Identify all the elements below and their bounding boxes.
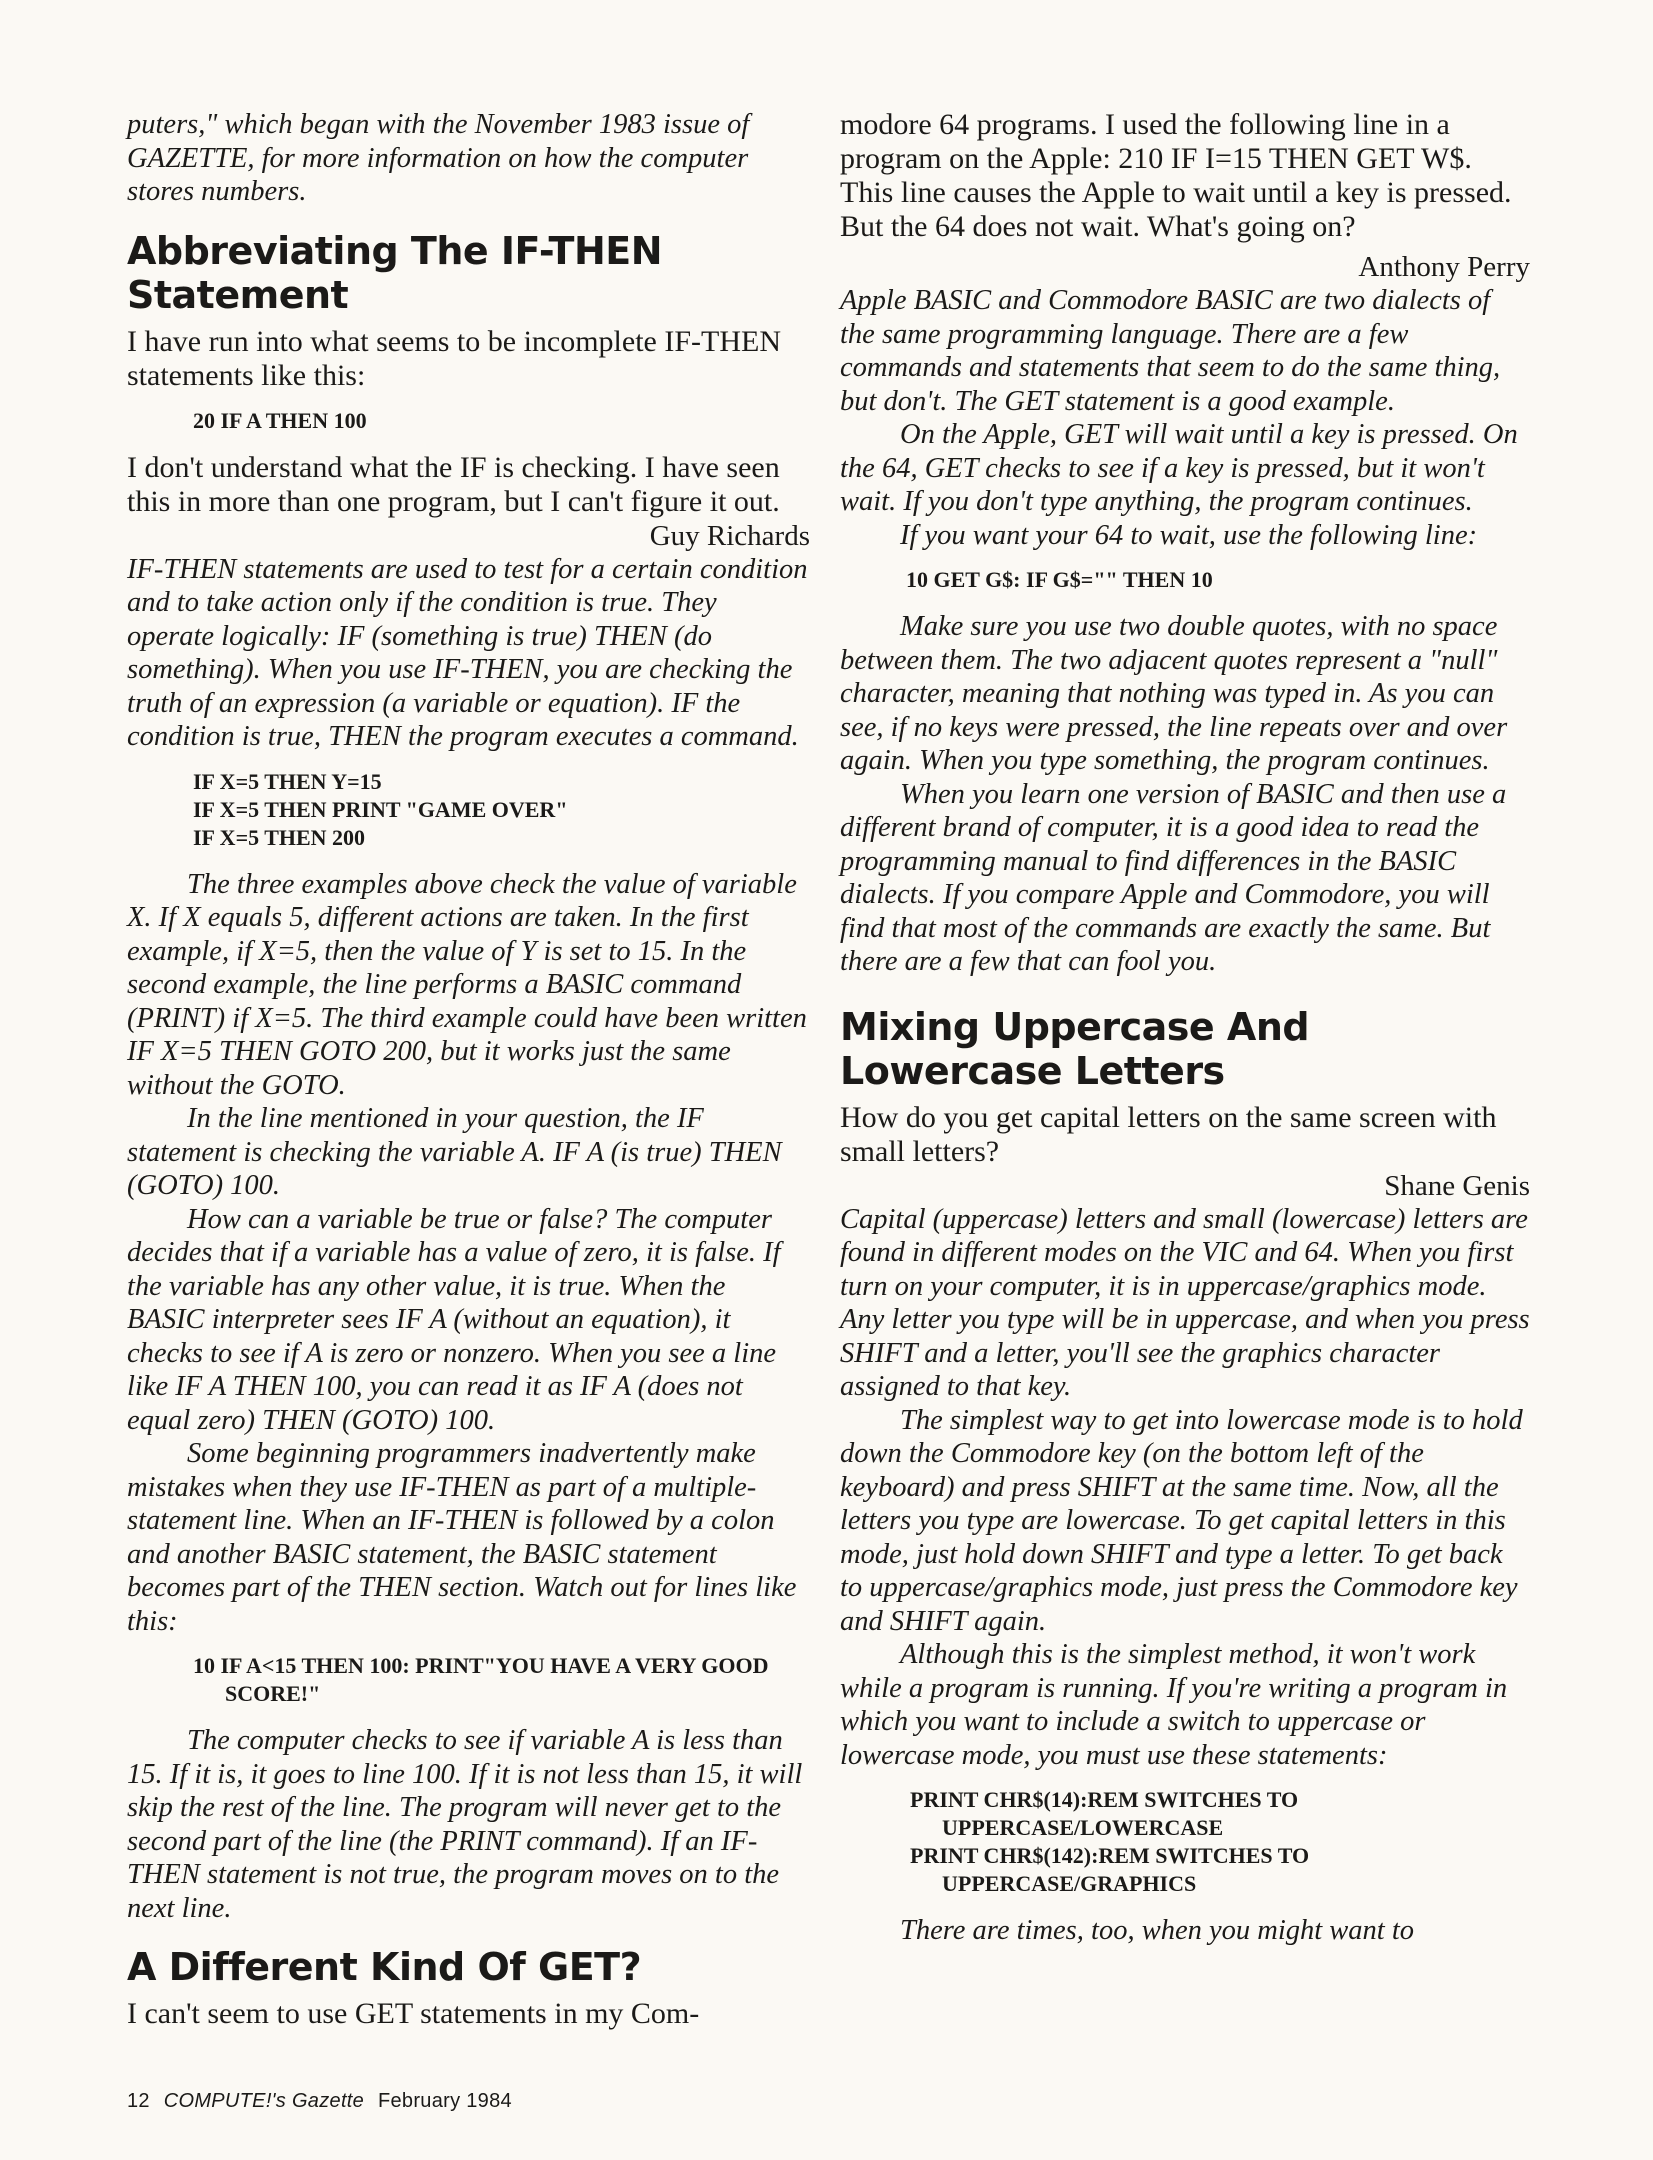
answer-paragraph: Make sure you use two double quotes, with no space between them. The two adjacent quotes represent a "null" character, meaning that nothing was typed in. As you can see, if no keys were pressed, the line repeats over and over again. When you type something, the program continues. bbox=[840, 611, 1508, 776]
answer-paragraph: When you learn one version of BASIC and then use a different brand of computer, it is a good idea to read the programming manual to find differences in the BASIC dialects. If you compare Apple and Commodore, you will find that most of the commands are exactly the same. But there are a few that can fool you. bbox=[840, 778, 1507, 977]
code-line: 10 IF A<15 THEN 100: PRINT"YOU HAVE A VERY GOOD SCORE!" bbox=[193, 1653, 769, 1706]
answer-paragraph: If you want your 64 to wait, use the following line: bbox=[900, 519, 1478, 551]
signature: Shane Genis bbox=[1384, 1169, 1530, 1202]
heading-get: A Different Kind Of GET? bbox=[127, 1945, 642, 1989]
code-line: 20 IF A THEN 100 bbox=[193, 407, 367, 433]
code-block bbox=[840, 1786, 1530, 1898]
question-paragraph: I don't understand what the IF is checking. I have seen this in more than one program, but I can't figure it out. bbox=[127, 450, 780, 518]
answer-paragraph: The simplest way to get into lowercase mode is to hold down the Commodore key (on the bottom left of the keyboard) and press SHIFT at the same time. Now, all the letters you type are lowercase. To get capital letters in this mode, just hold down SHIFT and type a letter. To get back to uppercase/graphics mode, just press the Commodore key and SHIFT again. bbox=[840, 1404, 1523, 1637]
code-block bbox=[127, 407, 810, 435]
answer-paragraph: Apple BASIC and Commodore BASIC are two dialects of the same programming language. There are a few commands and statements that seem to do the same thing, but don't. The GET statement is a good example. bbox=[840, 285, 1501, 417]
right-column bbox=[840, 108, 1530, 1948]
heading-uppercase: Mixing Uppercase And Lowercase Letters bbox=[840, 1004, 1310, 1093]
code-line: PRINT CHR$(142):REM SWITCHES TO UPPERCASE/GRAPHICS bbox=[910, 1843, 1310, 1896]
answer-paragraph: How can a variable be true or false? The computer decides that if a variable has a value of zero, it is false. If the variable has any other value, it is true. When the BASIC interpreter sees IF A (without an equation), it checks to see if A is zero or nonzero. When you see a line like IF A THEN 100, you can read it as IF A (does not equal zero) THEN (GOTO) 100. bbox=[127, 1203, 781, 1436]
code-line: IF X=5 THEN PRINT "GAME OVER" bbox=[193, 796, 568, 822]
heading-if-then: Abbreviating The IF-THEN Statement bbox=[127, 228, 663, 317]
code-block bbox=[127, 1652, 810, 1708]
answer-paragraph: Although this is the simplest method, it won't work while a program is running. If you're writing a program in which you want to include a switch to uppercase or lowercase mode, you must use these statements: bbox=[840, 1639, 1508, 1771]
question-paragraph: I have run into what seems to be incomplete IF-THEN statements like this: bbox=[127, 324, 781, 392]
page-number: 12 bbox=[127, 2090, 150, 2112]
intro-paragraph: puters," which began with the November 1983 issue of GAZETTE, for more information on how the computer stores numbers. bbox=[127, 109, 750, 207]
code-line: IF X=5 THEN Y=15 bbox=[193, 768, 382, 794]
answer-paragraph: The computer checks to see if variable A is less than 15. If it is, it goes to line 100. If it is not less than 15, it will skip the rest of the line. The program will never get to the second part of the line (the PRINT command). If an IF-THEN statement is not true, the program moves on to the next line. bbox=[127, 1725, 803, 1924]
page-footer bbox=[127, 2090, 512, 2113]
magazine-name: COMPUTE!'s Gazette bbox=[163, 2090, 365, 2112]
code-line: PRINT CHR$(14):REM SWITCHES TO UPPERCASE/LOWERCASE bbox=[910, 1787, 1299, 1840]
code-block bbox=[127, 768, 810, 852]
answer-paragraph: In the line mentioned in your question, the IF statement is checking the variable A. IF A (is true) THEN (GOTO) 100. bbox=[127, 1103, 782, 1201]
question-paragraph: How do you get capital letters on the same screen with small letters? bbox=[840, 1100, 1497, 1168]
signature: Anthony Perry bbox=[1358, 251, 1530, 283]
signature: Guy Richards bbox=[649, 519, 810, 552]
code-block bbox=[840, 566, 1530, 594]
answer-paragraph: The three examples above check the value of variable X. If X equals 5, different actions are taken. In the first example, if X=5, then the value of Y is set to 15. In the second example, the line performs a BASIC command (PRINT) if X=5. The third example could have been written IF X=5 THEN GOTO 200, but it works just the same without the GOTO. bbox=[127, 868, 807, 1101]
issue-date: February 1984 bbox=[377, 2090, 512, 2112]
answer-paragraph: Some beginning programmers inadvertently make mistakes when they use IF-THEN as part of a multiple-statement line. When an IF-THEN is followed by a colon and another BASIC statement, the BASIC statement becomes part of the THEN section. Watch out for lines like this: bbox=[127, 1438, 797, 1637]
answer-paragraph: There are times, too, when you might want to bbox=[900, 1915, 1415, 1946]
answer-paragraph: IF-THEN statements are used to test for a certain condition and to take action only if the condition is true. They operate logically: IF (something is true) THEN (do something). When you use IF-THEN, you are checking the truth of an expression (a variable or equation). IF the condition is true, THEN the program executes a command. bbox=[127, 553, 808, 752]
code-line: IF X=5 THEN 200 bbox=[193, 824, 366, 850]
question-paragraph: modore 64 programs. I used the following line in a program on the Apple: 210 IF I=15 THEN GET W$. This line causes the Apple to wait until a key is pressed. But the 64 does not wait. What's going on? bbox=[840, 108, 1512, 243]
code-line: 10 GET G$: IF G$="" THEN 10 bbox=[906, 567, 1213, 592]
answer-paragraph: On the Apple, GET will wait until a key is pressed. On the 64, GET checks to see if a key is pressed, but it won't wait. If you don't type anything, the program continues. bbox=[840, 419, 1518, 517]
answer-paragraph: Capital (uppercase) letters and small (lowercase) letters are found in different modes on the VIC and 64. When you first turn on your computer, it is in uppercase/graphics mode. Any letter you type will be in uppercase, and when you press SHIFT and a letter, you'll see the graphics character assigned to that key. bbox=[840, 1203, 1530, 1402]
question-paragraph: I can't seem to use GET statements in my Com- bbox=[127, 1997, 700, 2030]
left-column bbox=[127, 108, 810, 2031]
